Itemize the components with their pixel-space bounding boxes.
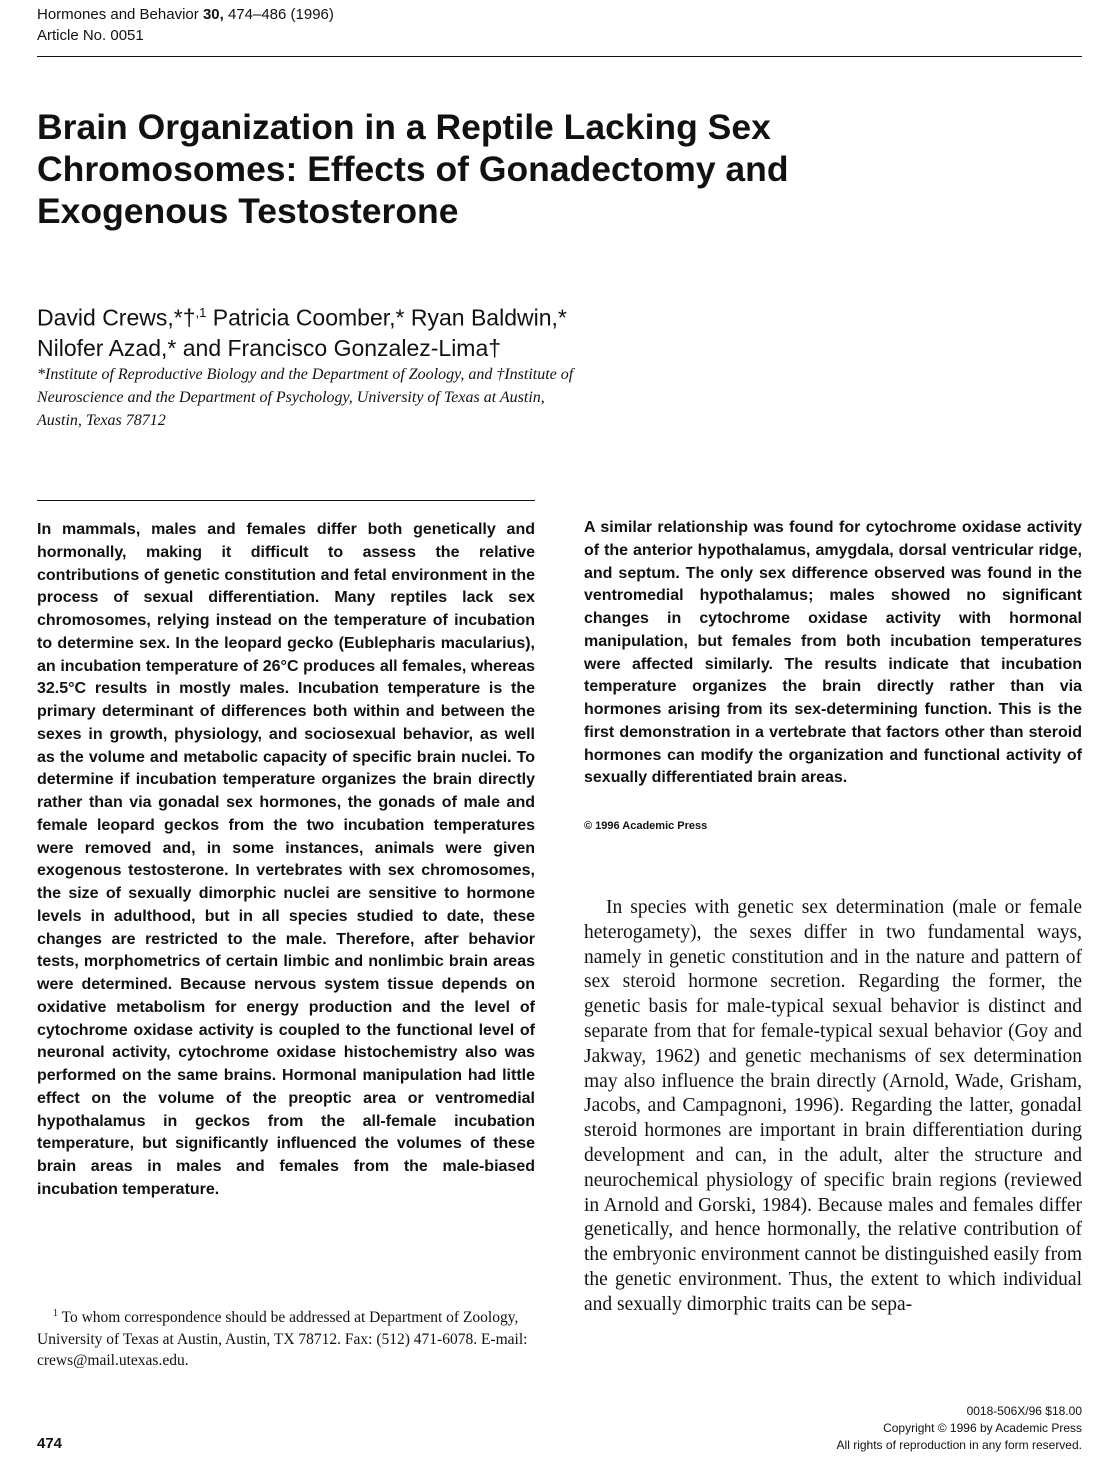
body-paragraph: In species with genetic sex determination (male or female heterogamety), the sexes differ in two fundamental ways, namely in genetic constitution and in the nature and pattern of sex steroid hormone secretion. Regarding the former, the genetic basis for male-typical sexual behavior is distinct and separate from that for female-typical sexual behavior (Goy and Jakway, 1962) and genetic mechanisms of sex determination may also influence the brain directly (Arnold, Wade, Grisham, Jacobs, and Campagnoni, 1996). Regarding the latter, gonadal steroid hormones are important in brain differentiation during development and can, in the adult, alter the structure and neurochemical physiology of specific brain regions (reviewed in Arnold and Gorski, 1984). Because males and females differ genetically, and hence hormonally, the relative contribution of the embryonic environment cannot be distinguished easily from the genetic environment. Thus, the extent to which individual and sexually dimorphic traits can be sepa- [584, 897, 1082, 1315]
issn-price: 0018-506X/96 $18.00 [966, 1404, 1082, 1418]
footnote [37, 1303, 535, 1372]
affiliation-line: Austin, Texas 78712 [37, 412, 166, 429]
author-name: Patricia Coomber,* Ryan Baldwin,* [206, 304, 567, 331]
page-number: 474 [37, 1435, 63, 1452]
journal-pages-year: 474–486 (1996) [227, 6, 334, 23]
author-line: Nilofer Azad,* and Francisco Gonzalez-Lima† [37, 334, 502, 361]
journal-citation [37, 4, 334, 25]
footnote-text: To whom correspondence should be addressed at Department of Zoology, University of Texas at Austin, Austin, TX 78712. Fax: (512) 471-6078. E-mail: crews@mail.utexas.edu. [37, 1309, 528, 1370]
journal-volume: 30, [202, 6, 224, 23]
article-number: Article No. 0051 [37, 27, 144, 44]
author-list [37, 298, 837, 363]
header-rule [37, 56, 1082, 57]
footnote-marker: 1 [53, 1308, 58, 1319]
rights-statement: All rights of reproduction in any form reserved. [836, 1438, 1082, 1452]
author-name: David Crews,*† [37, 304, 196, 331]
author-footnote-marker: ,1 [195, 305, 207, 320]
title-line: Chromosomes: Effects of Gonadectomy and [37, 149, 789, 189]
title-line: Exogenous Testosterone [37, 191, 459, 231]
abstract-copyright: © 1996 Academic Press [584, 820, 708, 832]
publisher-copyright: Copyright © 1996 by Academic Press [883, 1421, 1082, 1435]
journal-header [37, 4, 334, 46]
publisher-info [837, 1403, 1082, 1454]
author-line [37, 298, 837, 333]
abstract-right-column: A similar relationship was found for cytochrome oxidase activity of the anterior hypothalamus, amygdala, dorsal ventricular ridge, and septum. The only sex difference observed was found in the ventromedial hypothalamus; males showed no significant changes in cytochrome oxidase activity with hormonal manipulation, but females from both incubation temperatures were affected similarly. The results indicate that incubation temperature organizes the brain directly rather than via hormones arising from its sex-determining function. This is the first demonstration in a vertebrate that factors other than steroid hormones can modify the organization and functional activity of sexually differentiated brain areas. [584, 519, 1082, 787]
title-line: Brain Organization in a Reptile Lacking Sex [37, 107, 771, 147]
abstract-rule [37, 500, 535, 501]
affiliation-line: *Institute of Reproductive Biology and the Department of Zoology, and †Institute of [37, 366, 574, 383]
abstract-left-column: In mammals, males and females differ both genetically and hormonally, making it difficult to assess the relative contributions of genetic constitution and fetal environment in the process of sexual differentiation. Many reptiles lack sex chromosomes, relying instead on the temperature of incubation to determine sex. In the leopard gecko (Eublepharis macularius), an incubation temperature of 26°C produces all females, whereas 32.5°C results in mostly males. Incubation temperature is the primary determinant of differences both within and between the sexes in growth, physiology, and sociosexual behavior, as well as the volume and metabolic capacity of specific brain nuclei. To determine if incubation temperature organizes the brain directly rather than via gonadal sex hormones, the gonads of male and female leopard geckos from the two incubation temperatures were removed and, in some instances, animals were given exogenous testosterone. In vertebrates with sex chromosomes, the size of sexually dimorphic nuclei are sensitive to hormone levels in adulthood, but in all species studied to date, these changes are restricted to the male. Therefore, after behavior tests, morphometrics of certain limbic and nonlimbic brain areas were determined. Because nervous system tissue depends on oxidative metabolism for energy production and the level of cytochrome oxidase activity is coupled to the functional level of neuronal activity, cytochrome oxidase histochemistry also was performed on the same brains. Hormonal manipulation had little effect on the volume of the preoptic area or ventromedial hypothalamus in geckos from the all-female incubation temperature, but significantly influenced the volumes of these brain areas in males and females from the male-biased incubation temperature. [37, 521, 535, 1198]
article-title [37, 106, 937, 232]
journal-name: Hormones and Behavior [37, 6, 199, 23]
affiliations [37, 363, 697, 432]
affiliation-line: Neuroscience and the Department of Psychology, University of Texas at Austin, [37, 389, 545, 406]
